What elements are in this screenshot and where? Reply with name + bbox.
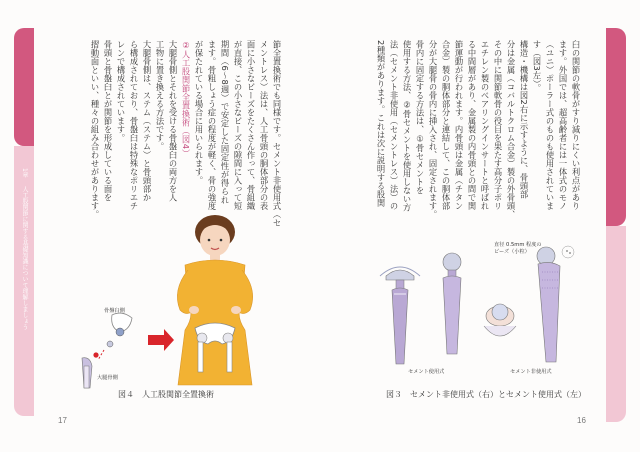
cementless-implant-2 — [537, 246, 574, 362]
label-cemented: セメント使用式 — [408, 369, 445, 375]
text-column: 合金）製の胴体部分と連結して、この胴体部 — [441, 40, 451, 210]
text-column: が保たれている場合に用いられます。 — [194, 40, 204, 185]
left-page-number: 17 — [58, 416, 67, 425]
right-tab-dark — [606, 28, 626, 226]
text-column: 使用する方法、②骨セメントを使用しない方 — [402, 40, 412, 212]
text-column: （ユニ）ポーラー式のものも使用されていま — [545, 40, 555, 210]
text-column: エチレン製のベアリングインサートと呼ばれ — [480, 40, 490, 210]
text-column: 面に小さなビーズをたくさん作って、骨組織 — [246, 40, 256, 210]
figure4-caption: 図４ 人工股関節全置換術 — [118, 390, 214, 399]
text-column: す（図3左）。 — [532, 40, 542, 93]
text-column: 臼の関節の軟骨がすり減りにくい利点があり — [571, 40, 581, 210]
red-arrow — [148, 329, 174, 351]
bead-note: 直径 0.5mm 程度の ビーズ（小粒） — [494, 242, 542, 255]
text-column: 構造・機構は図2右に示すように、骨頭部 — [519, 40, 529, 199]
text-column: その中に関節軟骨の役目を果たす高分子ポリ — [493, 40, 503, 210]
text-column: る中間層があり、金属製の内骨頭との間で関 — [467, 40, 477, 210]
label-acetabulum: 骨盤臼側 — [104, 308, 125, 314]
side-tab-chapter: 1章 — [21, 168, 28, 178]
text-column: 2種類があります。これは次に説明する股関 — [376, 40, 386, 207]
figure3-caption: 図３ セメント非使用式（右）とセメント使用式（左） — [386, 390, 586, 399]
text-column: 分は金属（コバルトクロム合金）製の外骨頭、 — [506, 40, 516, 219]
woman-illustration — [177, 215, 252, 385]
text-column: 節運動が行われます。内骨頭は金属（チタン — [454, 40, 464, 210]
right-tab-light — [606, 226, 626, 422]
text-column: 大腿骨側は、ステム（ステム）と骨頭部か — [142, 40, 152, 202]
label-cementless: セメント非使用式 — [510, 369, 552, 375]
text-column: ら構成されており、骨盤臼は特殊なポリエチ — [129, 40, 139, 210]
side-tab-text: 人工股関節に関する基礎知識について理解しましょう — [21, 186, 28, 330]
section-heading: ②人工股関節全置換術（図4） — [181, 40, 191, 158]
figure4-illustration — [60, 210, 310, 390]
cemented-implant — [380, 267, 420, 364]
left-text-columns — [73, 40, 283, 227]
text-column: 節全置換術でも同様です。セメント非使用式（セ — [272, 40, 282, 227]
label-femur: 大腿骨側 — [97, 375, 118, 381]
text-column: 骨頭と骨盤臼とが関節を形成している面を — [103, 40, 113, 202]
text-column: 法（セメント非使用（セメントレス）法）の — [389, 40, 399, 210]
text-column: 工物に置き換える方法です。 — [155, 40, 165, 151]
cemented-implant-2 — [443, 253, 461, 354]
text-column: メントレス）法は、人工骨頭の胴体部分の表 — [259, 40, 269, 210]
text-column: 分が大腿骨の骨内に挿入され、固定されます。 — [428, 40, 438, 219]
text-column: ます。骨粗しょう症の程度が軽く、骨の強度 — [207, 40, 217, 210]
text-column: 大腿骨側とそれを受ける骨盤臼の両方を人 — [168, 40, 178, 202]
right-text-columns — [346, 40, 582, 218]
text-column: が直接、この小さなビーズの隙間に入って短 — [233, 40, 243, 210]
left-tab-dark — [14, 28, 34, 146]
text-column: レンで構成されています。 — [116, 40, 126, 142]
text-column: 期間（6〜8週）で安定した固定性が得られ — [220, 40, 230, 204]
right-page-number: 16 — [577, 416, 586, 425]
text-column: 骨内に固定する方法は、①骨セメントを — [415, 40, 425, 195]
text-column: 摺動面といい、種々の組み合わせがあります。 — [90, 40, 100, 219]
figure3-illustration — [370, 236, 600, 376]
cementless-implant — [484, 304, 516, 336]
text-column: ます。外国では、超高齢者には一体式のモノ — [558, 40, 568, 210]
